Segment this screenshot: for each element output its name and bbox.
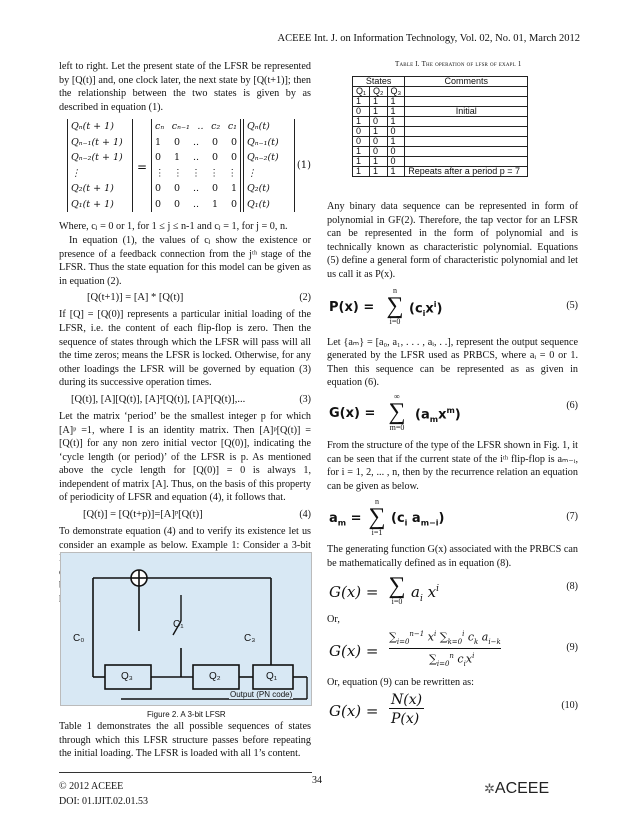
table-col-q1: Q₁ (353, 87, 370, 97)
footer-rule (59, 772, 312, 773)
label-q3: Q₃ (121, 671, 133, 682)
left-para-6: To demonstrate equation (4) and to verify its existence let us consider an example as below. Example 1: Consider a 3-bit (59, 526, 311, 551)
equation-number-10: (10) (561, 699, 578, 711)
table-row: 1 0 1 (353, 117, 528, 127)
label-c0: C₀ (73, 633, 85, 644)
table-row: 0 1 0 (353, 127, 528, 137)
table-col-q3: Q₃ (387, 87, 405, 97)
matrix-rhs: Qₙ(t) Qₙ₋₁(t) Qₙ₋₂(t) ⋮ Q₂(t) Q₁(t) (243, 119, 295, 212)
matrix-lhs: Qₙ(t + 1) Qₙ₋₁(t + 1) Qₙ₋₂(t + 1) ⋮ Q₂(t + 1) Q₁(t + 1) (67, 119, 133, 212)
page-number: 34 (312, 775, 322, 786)
left-para-2: Where, cⱼ = 0 or 1, for 1 ≤ j ≤ n-1 and cⱼ = 1, for j = 0, n. (59, 221, 288, 233)
equation-4: [Q(t)] = [Q(t+p)]=[A]ᵖ[Q(t)] (4) (83, 509, 311, 521)
right-para-1: Any binary data sequence can be represented in form of polynomial in GF(2). Therefore, the tap vector for an LFSR can be represented in the form of polynomial and is technically known as characteristic polynomial. Equations (5) define a general form of characteristic polynomial and let us call it as P(x). (327, 201, 578, 280)
table-header-comments: Comments (405, 77, 528, 87)
right-para-3: From the structure of the type of the LFSR shown in Fig. 1, it can be seen that if the current state of the iᵗʰ flip-flop is aₘ₋ᵢ, for i = 1, 2, ... , n, then by the recurrence relation an equation can be given as below. (327, 439, 578, 492)
right-para-4: The generating function G(x) associated with the PRBCS can be mathematically defined as in equation (8). (327, 544, 578, 569)
left-para-1: left to right. Let the present state of the LFSR be represented by [Q(t)] and, one clock later, the next state by [Q(t+1)]; then the relationship between the two states is given by as described in equation (1). (59, 61, 311, 113)
matrix-equation-1 (59, 119, 311, 217)
equation-9: G(x) = $\sum_{i=0}^{n-1}$ $x^i$ $\sum_{k=0}^i$ $c_k$ $a_{i-k}$ $\sum_{i=0}^n$ $c_ix^i$ (9) (329, 630, 578, 668)
label-q1: Q₁ (266, 671, 278, 682)
table-row: 1 0 0 (353, 147, 528, 157)
table-row: 1 1 0 (353, 157, 528, 167)
figure-caption: Figure 2. A 3-bit LFSR (147, 710, 226, 719)
equation-number-9: (9) (566, 642, 578, 654)
lfsr-figure (60, 552, 312, 706)
equation-number-6: (6) (566, 399, 578, 411)
right-column (327, 200, 578, 732)
left-para-3: In equation (1), the values of cⱼ show the existence or presence of a feedback connection from the jᵗʰ stage of the LFSR. Thus the state equation for this model can be given as in equation (2). (59, 234, 311, 287)
right-para-2: Let {aₘ} = [a₀, a₁, . . . , aᵢ, . .], represent the output sequence generated by the LFSR used as PRBCS, where aᵢ = 0 or 1. Then this sequence can be represented as as given in equation (6). (327, 336, 578, 389)
footer-doi: DOI: 01.IJIT.02.01.53 (59, 796, 148, 807)
footer-logo (484, 780, 549, 798)
table-row: 1 1 1 Repeats after a period p = 7 (353, 167, 528, 177)
label-output: Output (PN code) (230, 690, 293, 699)
label-c3: C₃ (244, 633, 256, 644)
equation-2: [Q(t+1)] = [A] * [Q(t)] (2) (87, 292, 311, 304)
running-header: ACEEE Int. J. on Information Technology, Vol. 02, No. 01, March 2012 (277, 33, 580, 44)
equation-5: P(x) = n ∑ i=0 $(c_ix^i)$ (5) (329, 285, 578, 326)
operation-table (352, 76, 528, 177)
table-row: 0 1 1 Initial (353, 107, 528, 117)
star-icon: ✲ (484, 781, 495, 796)
equation-number-5: (5) (566, 299, 578, 311)
table-header-states: States (353, 77, 405, 87)
table-row: 1 1 1 (353, 97, 528, 107)
left-column (59, 60, 311, 607)
equals-sign: = (137, 160, 148, 175)
equation-number-7: (7) (566, 511, 578, 523)
left-para-7: Table 1 demonstrates the all possible sequences of states through which this LFSR structure passes before repeating the initial loading. The LFSR is loaded with all 1’s content. (59, 721, 311, 760)
left-para-5: Let the matrix ‘period’ be the smallest integer p for which [A]ᵖ =1, where I is an identity matrix. Then [A]ᵖ[Q(t)] = [Q(t)] for any non zero initial vector [Q(0)], indicating the ‘cycle length (or period)’ of the LFSR is p. As mentioned above the cycle length for [Q(0)] = 0 is always 1, independent of matrix [A]. Thus, on the basis of this property of periodicity of LFSR and equation (4), it follows that. (59, 410, 311, 504)
logo-text: ACEEE (494, 780, 550, 797)
equation-3: [Q(t)], [A][Q(t)], [A]²[Q(t)], [A]³[Q(t)],... (3) (71, 393, 311, 405)
lfsr-diagram (61, 553, 311, 705)
label-q2: Q₂ (209, 671, 221, 682)
equation-6: G(x) = ∞ ∑ m=0 $(a_mx^m)$ (6) (329, 391, 578, 432)
left-para-4: If [Q] = [Q(0)] represents a particular initial loading of the LFSR, i.e. the content of each flip-flop is zero. Then the sequence of states through which the LFSR will pass will all the time zeros; means the LFSR is locked. Otherwise, for any other loadings the LFSR will be governed by equation (3) during its successive operation times. (59, 309, 311, 389)
table-caption: Table I. The operation of lfsr of exapl 1 (395, 60, 522, 68)
label-c1: C₁ (173, 619, 184, 630)
equation-7: $a_m$ = n ∑ i=1 ($c_i$ $a_{m-i}$) (7) (329, 497, 578, 538)
equation-number-1: (1) (296, 160, 311, 172)
table-col-q2: Q₂ (370, 87, 388, 97)
or-label-1: Or, (327, 613, 340, 625)
matrix-a: cₙ cₙ₋₁ .. c₂ c₁ 1 0 .. 0 0 0 1 .. 0 0 ⋮ ⋮ ⋮ ⋮ ⋮ 0 0 .. 0 1 0 0 .. 1 0 (151, 119, 241, 212)
right-para-5: Or, equation (9) can be rewritten as: (327, 677, 474, 689)
footer-copyright: © 2012 ACEEE (59, 781, 124, 792)
table-row: 0 0 1 (353, 137, 528, 147)
equation-10: G(x) = N(x) P(x) (10) (329, 691, 578, 727)
left-bottom (59, 720, 311, 761)
equation-8: G(x) = ∑ i=0 $a_i$ $x^i$ (8) (329, 572, 578, 606)
equation-number-8: (8) (566, 580, 578, 592)
